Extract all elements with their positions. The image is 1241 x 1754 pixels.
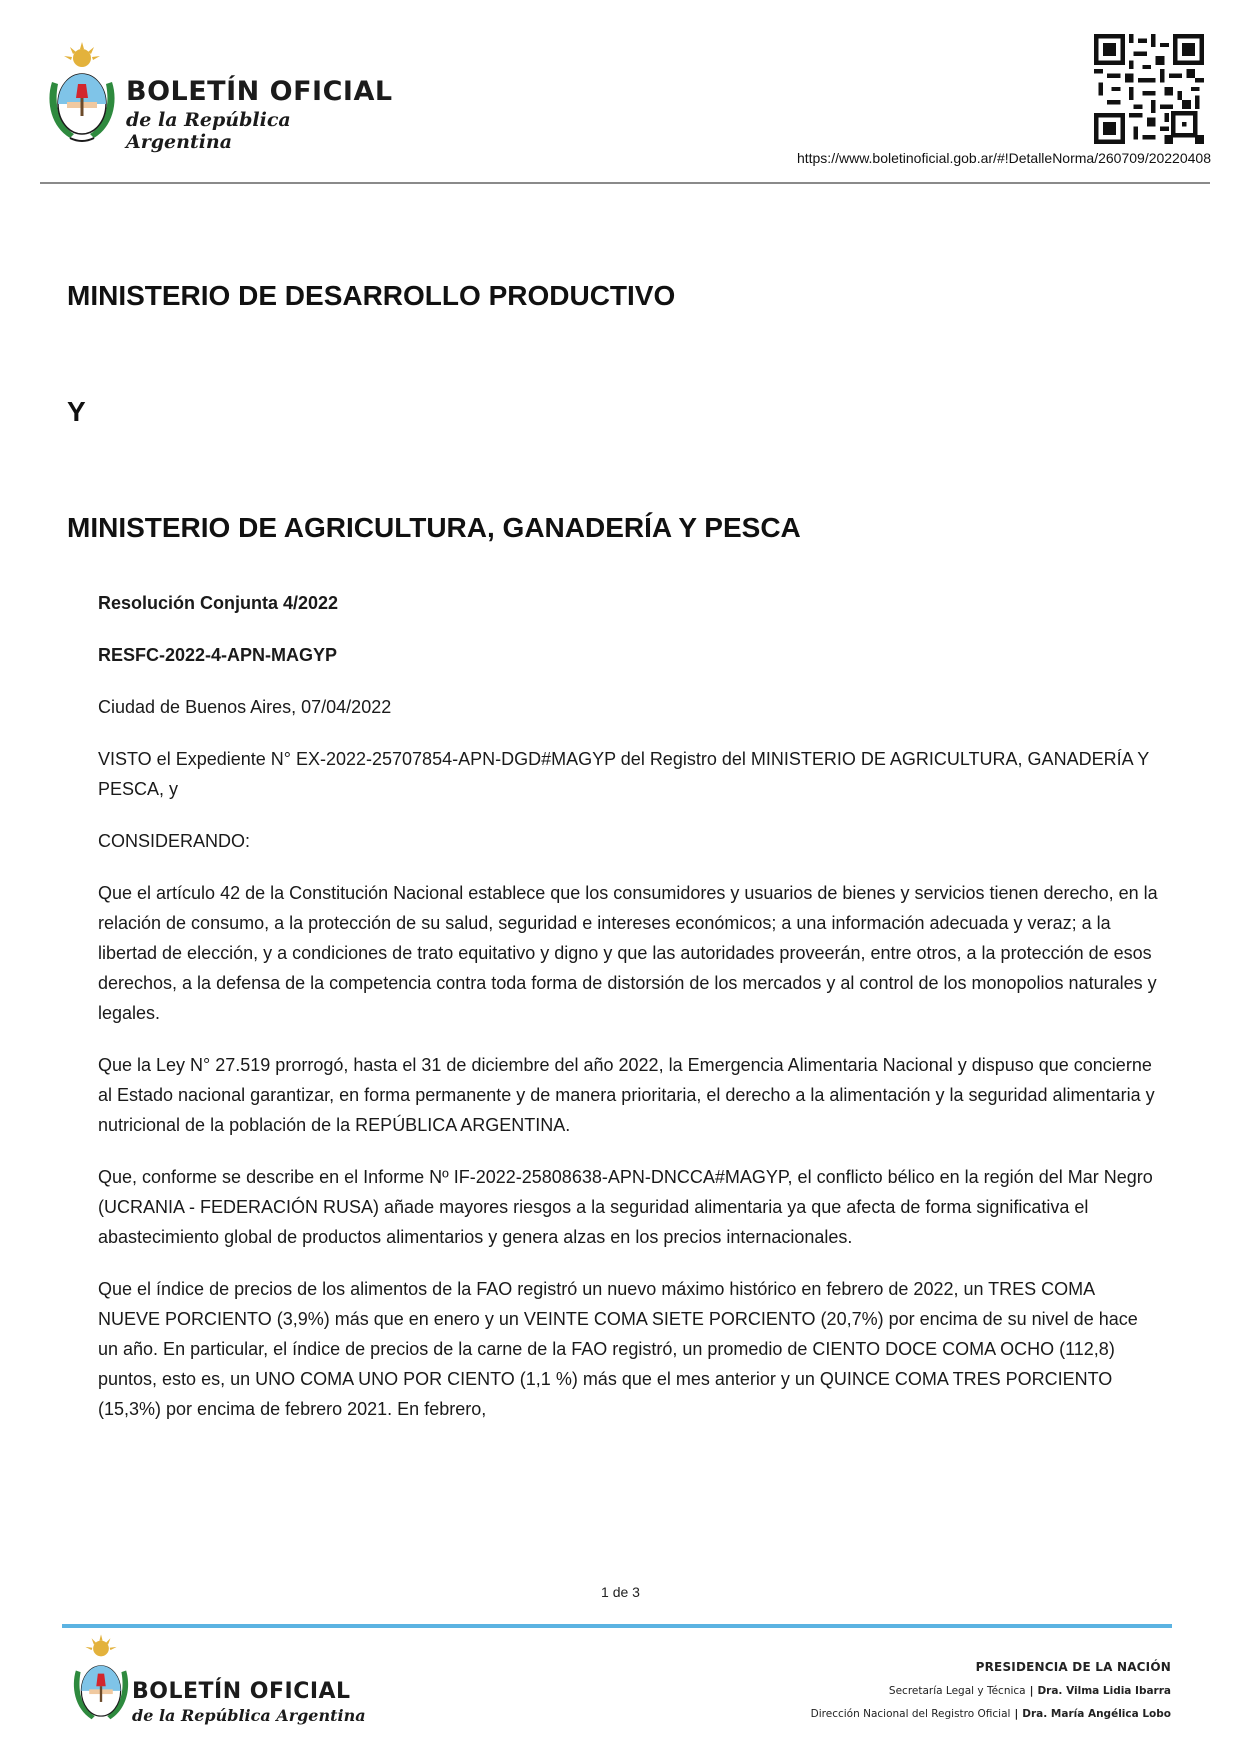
argentina-coat-of-arms-icon bbox=[40, 42, 124, 148]
separator: | bbox=[1014, 1708, 1019, 1720]
place-date: Ciudad de Buenos Aires, 07/04/2022 bbox=[98, 697, 392, 717]
argentina-coat-of-arms-icon bbox=[68, 1616, 134, 1736]
header-divider bbox=[40, 182, 1210, 184]
ministry-title-1: MINISTERIO DE DESARROLLO PRODUCTIVO bbox=[67, 280, 676, 311]
secretaria-head: Dra. Vilma Lidia Ibarra bbox=[1037, 1685, 1171, 1697]
footer-logo bbox=[68, 1616, 368, 1746]
paragraph-2: Que la Ley N° 27.519 prorrogó, hasta el 31 de diciembre del año 2022, la Emergencia Alimentaria Nacional y dispuso que concierne al Estado nacional garantizar, en forma permanente y de manera prioritaria, el derecho a la alimentación y la seguridad alimentaria y nutricional de la población de la REPÚBLICA ARGENTINA. bbox=[98, 1055, 1155, 1135]
resolution-code: RESFC-2022-4-APN-MAGYP bbox=[98, 645, 338, 665]
brand-subtitle: de la República Argentina bbox=[126, 109, 291, 153]
footer-brand-subtitle: de la República Argentina bbox=[132, 1706, 366, 1725]
paragraph-1: Que el artículo 42 de la Constitución Nacional establece que los consumidores y usuarios de bienes y servicios tienen derecho, en la relación de consumo, a la protección de su salud, seguridad e intereses económicos; a una información adecuada y veraz; a la libertad de elección, y a condiciones de trato equitativo y digno y que las autoridades proveerán, entre otros, a la protección de esos derechos, a la defensa de la competencia contra toda forma de distorsión de los mercados y al control de los monopolios naturales y legales. bbox=[98, 883, 1158, 1023]
direccion-line bbox=[811, 1708, 1171, 1720]
footer-credits bbox=[811, 1660, 1171, 1731]
page-indicator: 1 de 3 bbox=[601, 1584, 640, 1600]
considerando-heading: CONSIDERANDO: bbox=[98, 831, 251, 851]
footer-brand bbox=[132, 1681, 366, 1725]
visto-paragraph: VISTO el Expediente N° EX-2022-25707854-APN-DGD#MAGYP del Registro del MINISTERIO DE AGRICULTURA, GANADERÍA Y PESCA, y bbox=[98, 749, 1149, 799]
brand bbox=[126, 78, 400, 153]
footer-brand-title: BOLETÍN OFICIAL bbox=[132, 1679, 351, 1704]
direccion-head: Dra. María Angélica Lobo bbox=[1022, 1708, 1171, 1720]
direccion-label: Dirección Nacional del Registro Oficial bbox=[810, 1708, 1011, 1720]
brand-title: BOLETÍN OFICIAL bbox=[126, 76, 393, 107]
ministry-title-connector: Y bbox=[67, 396, 86, 427]
secretaria-label: Secretaría Legal y Técnica bbox=[888, 1685, 1026, 1697]
secretaria-line bbox=[811, 1685, 1171, 1697]
document-url[interactable]: https://www.boletinoficial.gob.ar/#!DetalleNorma/260709/20220408 bbox=[796, 150, 1211, 166]
resolution-title: Resolución Conjunta 4/2022 bbox=[98, 593, 339, 613]
presidency-label: PRESIDENCIA DE LA NACIÓN bbox=[975, 1660, 1171, 1674]
header-logo bbox=[40, 42, 400, 152]
separator: | bbox=[1029, 1685, 1034, 1697]
paragraph-4: Que el índice de precios de los alimentos de la FAO registró un nuevo máximo histórico en febrero de 2022, un TRES COMA NUEVE PORCIENTO (3,9%) más que en enero y un VEINTE COMA SIETE PORCIENTO (20,7%) por encima de su nivel de hace un año. En particular, el índice de precios de la carne de la FAO registró, un promedio de CIENTO DOCE COMA OCHO (112,8) puntos, esto es, un UNO COMA UNO POR CIENTO (1,1 %) más que el mes anterior y un QUINCE COMA TRES PORCIENTO (15,3%) por encima de febrero 2021. En febrero, bbox=[98, 1279, 1138, 1419]
ministry-title-2: MINISTERIO DE AGRICULTURA, GANADERÍA Y PESCA bbox=[67, 512, 801, 543]
qr-code-icon bbox=[1094, 34, 1204, 144]
document-body bbox=[98, 588, 1158, 1446]
paragraph-3: Que, conforme se describe en el Informe Nº IF-2022-25808638-APN-DNCCA#MAGYP, el conflicto bélico en la región del Mar Negro (UCRANIA - FEDERACIÓN RUSA) añade mayores riesgos a la seguridad alimentaria ya que afecta de forma significativa el abastecimiento global de productos alimentarios y genera alzas en los precios internacionales. bbox=[98, 1167, 1153, 1247]
